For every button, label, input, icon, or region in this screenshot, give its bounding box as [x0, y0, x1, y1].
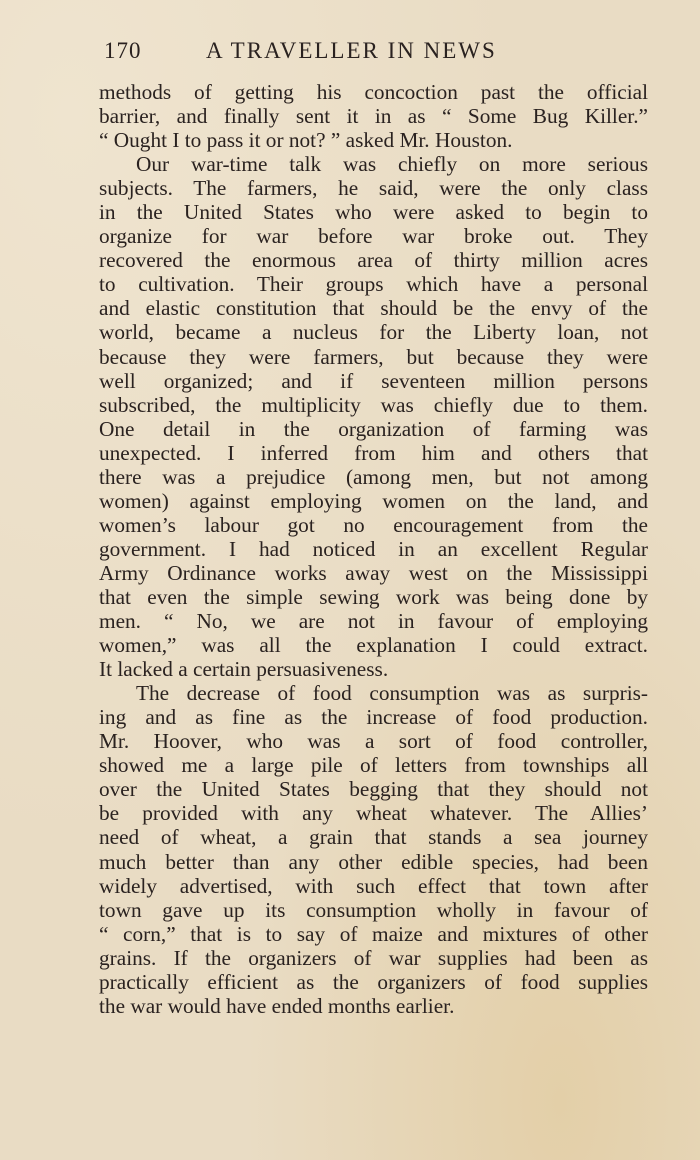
text-line: and elastic constitution that should be the envy of the: [99, 296, 648, 321]
text-line: be provided with any wheat whatever. The Allies’: [99, 801, 648, 826]
text-line: the war would have ended months earlier.: [99, 993, 455, 1018]
text-line: “ corn,” that is to say of maize and mixtures of other: [99, 921, 648, 946]
text-line: unexpected. I inferred from him and others that: [99, 440, 648, 465]
text-line: over the United States begging that they should not: [99, 777, 648, 802]
text-line: women,” was all the explanation I could extract.: [99, 633, 648, 658]
text-line: there was a prejudice (among men, but not among: [99, 464, 648, 489]
body-text: [99, 80, 648, 1018]
text-line: subscribed, the multiplicity was chiefly due to them.: [99, 392, 648, 417]
text-line: because they were farmers, but because they were: [99, 344, 648, 369]
text-line: town gave up its consumption wholly in favour of: [99, 897, 648, 922]
text-line: practically efficient as the organizers of food supplies: [99, 969, 648, 994]
text-line: One detail in the organization of farming was: [99, 416, 648, 441]
text-line: need of wheat, a grain that stands a sea journey: [99, 825, 648, 850]
paragraph-first-line: The decrease of food consumption was as surpris-: [136, 681, 648, 706]
text-line: in the United States who were asked to begin to: [99, 200, 648, 225]
page-number: 170: [104, 38, 142, 63]
text-line: Army Ordinance works away west on the Mississippi: [99, 560, 648, 585]
text-line: ing and as fine as the increase of food production.: [99, 705, 648, 730]
text-line: much better than any other edible species, had been: [99, 849, 648, 874]
text-line: that even the simple sewing work was being done by: [99, 584, 648, 609]
text-line: to cultivation. Their groups which have a personal: [99, 272, 648, 297]
text-line: grains. If the organizers of war supplies had been as: [99, 945, 648, 970]
text-line: It lacked a certain persuasiveness.: [99, 657, 389, 682]
text-line: showed me a large pile of letters from townships all: [99, 753, 648, 778]
text-line: world, became a nucleus for the Liberty loan, not: [99, 320, 648, 345]
text-line: widely advertised, with such effect that town after: [99, 873, 648, 898]
text-line: barrier, and finally sent it in as “ Some Bug Killer.”: [99, 104, 648, 129]
text-line: organize for war before war broke out. They: [99, 224, 648, 249]
text-line: subjects. The farmers, he said, were the only class: [99, 176, 648, 201]
text-line: government. I had noticed in an excellent Regular: [99, 536, 648, 561]
text-line: well organized; and if seventeen million persons: [99, 368, 648, 393]
text-line: methods of getting his concoction past the official: [99, 80, 648, 104]
text-line: women’s labour got no encouragement from the: [99, 512, 648, 537]
text-line: recovered the enormous area of thirty million acres: [99, 248, 648, 273]
text-line: “ Ought I to pass it or not? ” asked Mr. Houston.: [99, 128, 513, 153]
text-line: men. “ No, we are not in favour of employing: [99, 609, 648, 634]
running-title: A TRAVELLER IN NEWS: [206, 38, 497, 63]
paragraph-first-line: Our war-time talk was chiefly on more serious: [136, 152, 648, 177]
text-line: Mr. Hoover, who was a sort of food controller,: [99, 729, 648, 754]
text-line: women) against employing women on the land, and: [99, 488, 648, 513]
page-header: [104, 38, 554, 68]
